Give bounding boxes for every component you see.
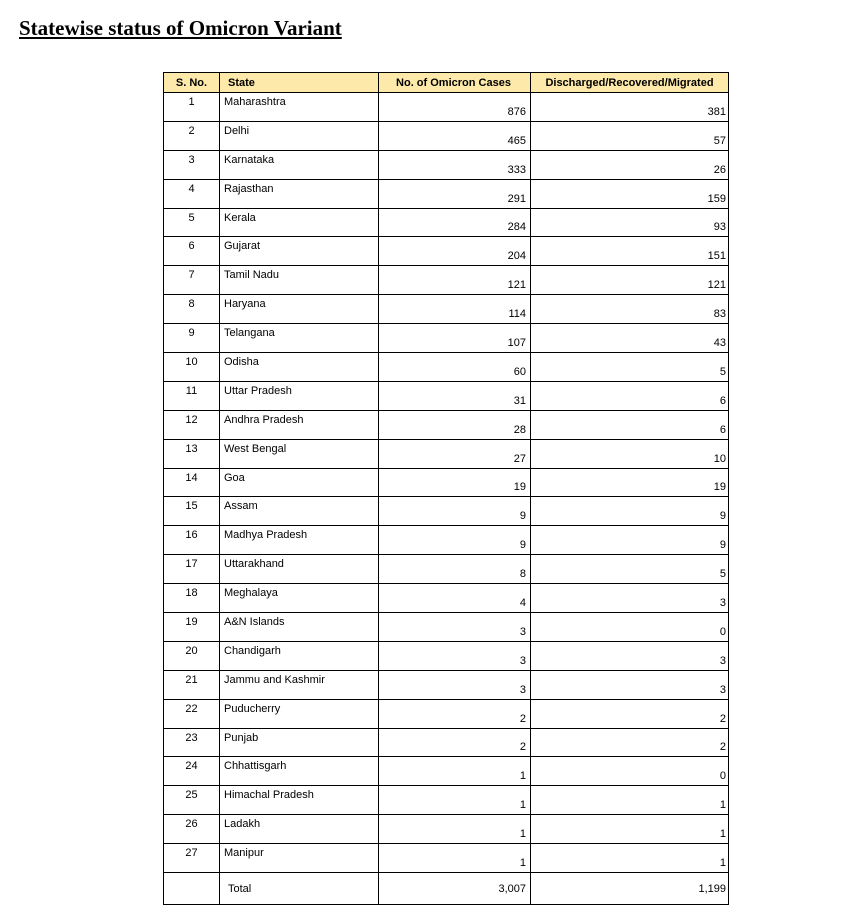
cases-cell: 1 [379, 786, 531, 815]
state-cell: Manipur [220, 844, 379, 873]
cases-cell: 31 [379, 381, 531, 410]
total-row [164, 873, 729, 905]
discharged-cell: 19 [531, 468, 729, 497]
state-cell: West Bengal [220, 439, 379, 468]
state-cell: Himachal Pradesh [220, 786, 379, 815]
state-cell: Goa [220, 468, 379, 497]
sno-cell: 24 [164, 757, 220, 786]
sno-cell: 5 [164, 208, 220, 237]
header-state: State [220, 73, 379, 93]
state-cell: A&N Islands [220, 613, 379, 642]
discharged-cell: 1 [531, 844, 729, 873]
total-label: Total [220, 873, 379, 905]
state-cell: Chhattisgarh [220, 757, 379, 786]
table-row [164, 555, 729, 584]
cases-cell: 28 [379, 410, 531, 439]
cases-cell: 1 [379, 815, 531, 844]
state-cell: Andhra Pradesh [220, 410, 379, 439]
cases-cell: 121 [379, 266, 531, 295]
table-row [164, 295, 729, 324]
cases-cell: 8 [379, 555, 531, 584]
cases-cell: 465 [379, 121, 531, 150]
table-row [164, 353, 729, 382]
table-row [164, 613, 729, 642]
table-row [164, 844, 729, 873]
cases-cell: 19 [379, 468, 531, 497]
discharged-cell: 10 [531, 439, 729, 468]
state-cell: Uttar Pradesh [220, 381, 379, 410]
sno-cell: 19 [164, 613, 220, 642]
discharged-cell: 0 [531, 613, 729, 642]
sno-cell: 27 [164, 844, 220, 873]
cases-cell: 204 [379, 237, 531, 266]
state-cell: Puducherry [220, 699, 379, 728]
table-row [164, 179, 729, 208]
discharged-cell: 9 [531, 497, 729, 526]
sno-cell: 20 [164, 641, 220, 670]
sno-cell: 2 [164, 121, 220, 150]
discharged-cell: 381 [531, 93, 729, 122]
state-cell: Uttarakhand [220, 555, 379, 584]
sno-cell: 8 [164, 295, 220, 324]
cases-cell: 4 [379, 584, 531, 613]
cases-cell: 3 [379, 613, 531, 642]
discharged-cell: 3 [531, 641, 729, 670]
discharged-cell: 9 [531, 526, 729, 555]
header-discharged: Discharged/Recovered/Migrated [531, 73, 729, 93]
cases-cell: 27 [379, 439, 531, 468]
sno-cell: 9 [164, 324, 220, 353]
sno-cell: 17 [164, 555, 220, 584]
sno-cell: 13 [164, 439, 220, 468]
table-row [164, 439, 729, 468]
sno-cell: 23 [164, 728, 220, 757]
cases-cell: 2 [379, 699, 531, 728]
cases-cell: 3 [379, 641, 531, 670]
discharged-cell: 3 [531, 670, 729, 699]
state-cell: Delhi [220, 121, 379, 150]
cases-cell: 291 [379, 179, 531, 208]
sno-cell: 25 [164, 786, 220, 815]
header-sno: S. No. [164, 73, 220, 93]
state-cell: Meghalaya [220, 584, 379, 613]
table-row [164, 381, 729, 410]
state-cell: Odisha [220, 353, 379, 382]
omicron-status-table [163, 72, 729, 905]
state-cell: Haryana [220, 295, 379, 324]
sno-cell: 1 [164, 93, 220, 122]
cases-cell: 1 [379, 844, 531, 873]
table-row [164, 670, 729, 699]
state-cell: Punjab [220, 728, 379, 757]
discharged-cell: 6 [531, 410, 729, 439]
cases-cell: 2 [379, 728, 531, 757]
table-row [164, 584, 729, 613]
discharged-cell: 5 [531, 353, 729, 382]
discharged-cell: 1 [531, 786, 729, 815]
table-row [164, 526, 729, 555]
cases-cell: 60 [379, 353, 531, 382]
state-cell: Chandigarh [220, 641, 379, 670]
table-row [164, 815, 729, 844]
sno-cell: 16 [164, 526, 220, 555]
state-cell: Jammu and Kashmir [220, 670, 379, 699]
state-cell: Madhya Pradesh [220, 526, 379, 555]
total-sno-cell [164, 873, 220, 905]
cases-cell: 876 [379, 93, 531, 122]
discharged-cell: 26 [531, 150, 729, 179]
discharged-cell: 3 [531, 584, 729, 613]
table-row [164, 641, 729, 670]
total-cases: 3,007 [379, 873, 531, 905]
sno-cell: 26 [164, 815, 220, 844]
state-cell: Rajasthan [220, 179, 379, 208]
cases-cell: 3 [379, 670, 531, 699]
table-row [164, 468, 729, 497]
discharged-cell: 151 [531, 237, 729, 266]
sno-cell: 22 [164, 699, 220, 728]
sno-cell: 7 [164, 266, 220, 295]
table-row [164, 699, 729, 728]
table-row [164, 728, 729, 757]
cases-cell: 333 [379, 150, 531, 179]
table-row [164, 150, 729, 179]
discharged-cell: 2 [531, 728, 729, 757]
discharged-cell: 93 [531, 208, 729, 237]
discharged-cell: 121 [531, 266, 729, 295]
table-header-row [164, 73, 729, 93]
state-cell: Gujarat [220, 237, 379, 266]
table-row [164, 324, 729, 353]
table-row [164, 208, 729, 237]
sno-cell: 6 [164, 237, 220, 266]
table-row [164, 266, 729, 295]
discharged-cell: 43 [531, 324, 729, 353]
discharged-cell: 5 [531, 555, 729, 584]
discharged-cell: 2 [531, 699, 729, 728]
table-row [164, 121, 729, 150]
discharged-cell: 0 [531, 757, 729, 786]
state-cell: Karnataka [220, 150, 379, 179]
table-row [164, 410, 729, 439]
discharged-cell: 57 [531, 121, 729, 150]
sno-cell: 15 [164, 497, 220, 526]
header-cases: No. of Omicron Cases [379, 73, 531, 93]
state-cell: Tamil Nadu [220, 266, 379, 295]
cases-cell: 1 [379, 757, 531, 786]
sno-cell: 11 [164, 381, 220, 410]
table-row [164, 786, 729, 815]
table-row [164, 93, 729, 122]
sno-cell: 18 [164, 584, 220, 613]
discharged-cell: 159 [531, 179, 729, 208]
state-cell: Assam [220, 497, 379, 526]
table-row [164, 757, 729, 786]
sno-cell: 10 [164, 353, 220, 382]
cases-cell: 9 [379, 497, 531, 526]
state-cell: Kerala [220, 208, 379, 237]
state-cell: Ladakh [220, 815, 379, 844]
sno-cell: 21 [164, 670, 220, 699]
cases-cell: 9 [379, 526, 531, 555]
state-cell: Telangana [220, 324, 379, 353]
sno-cell: 14 [164, 468, 220, 497]
table-row [164, 237, 729, 266]
state-cell: Maharashtra [220, 93, 379, 122]
discharged-cell: 6 [531, 381, 729, 410]
table-row [164, 497, 729, 526]
sno-cell: 3 [164, 150, 220, 179]
cases-cell: 114 [379, 295, 531, 324]
discharged-cell: 83 [531, 295, 729, 324]
cases-cell: 284 [379, 208, 531, 237]
sno-cell: 12 [164, 410, 220, 439]
sno-cell: 4 [164, 179, 220, 208]
discharged-cell: 1 [531, 815, 729, 844]
total-discharged: 1,199 [531, 873, 729, 905]
page-title: Statewise status of Omicron Variant [19, 16, 342, 40]
cases-cell: 107 [379, 324, 531, 353]
